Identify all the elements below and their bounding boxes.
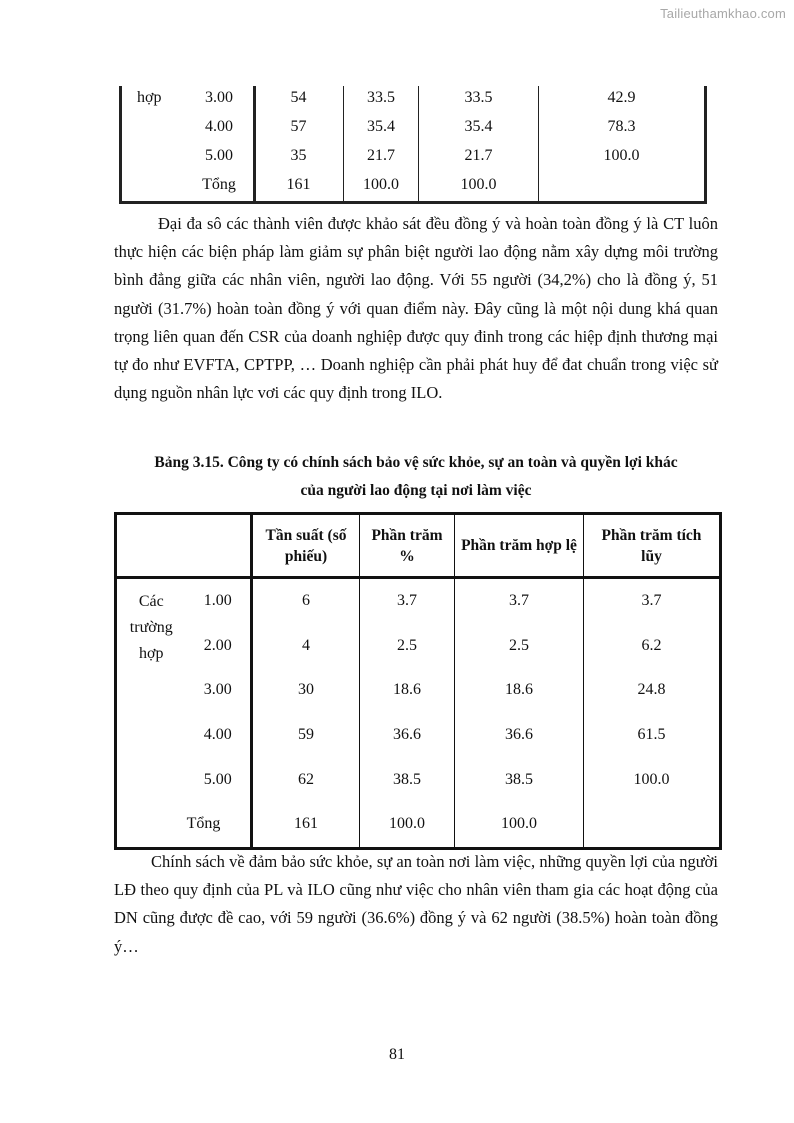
paragraph-2: Chính sách về đảm bảo sức khỏe, sự an toàn nơi làm việc, những quyền lợi của người LĐ theo quy định của PL và ILO cũng như việc cho nhân viên tham gia các hoạt động của DN cũng được đề cao, với 59 người (36.6%) đồng ý và 62 người (38.5%) hoàn toàn đồng ý… [114,852,718,956]
header-valid-percent: Phần trăm hợp lệ [455,514,584,578]
table-row: 2.00 4 2.5 2.5 6.2 [116,624,721,669]
header-percent: Phần trăm % [360,514,455,578]
header-empty [116,514,252,578]
table-row: 3.00 30 18.6 18.6 24.8 [116,668,721,713]
frequency-table [114,512,722,850]
table-row: 4.00 57 35.4 35.4 78.3 [205,118,636,135]
paragraph-1: Đại đa sô các thành viên được khảo sát đều đồng ý và hoàn toàn đồng ý là CT luôn thực hiện các biện pháp làm giảm sự phân biệt người lao động nằm xây dựng môi trường bình đẳng giữa các nhân viên, người lao động. Với 55 người (34,2%) cho là đồng ý, 51 người (31.7%) hoàn toàn đồng ý với quan điểm này. Đây cũng là một nội dung khá quan trọng liên quan đến CSR của doanh nghiệp được quy đinh trong các hiệp định thương mại tự đo như EVFTA, CPTPP, … Doanh nghiệp cần phải phát huy để đat chuẩn trong việc sử dụng nguồn nhân lực vơi các quy định trong ILO. [114,214,718,403]
group-label: Các trường hợp [116,578,186,802]
top-table-continuation [119,86,707,204]
table-caption [114,449,718,505]
table-row-total: Tổng 161 100.0 100.0 [202,176,497,193]
table-row-total: Tổng 161 100.0 100.0 [116,802,721,848]
header-cumulative-percent: Phần trăm tích lũy [584,514,721,578]
caption-line-1: Bảng 3.15. Công ty có chính sách bảo vệ sức khỏe, sự an toàn và quyền lợi khác [154,454,678,471]
row-label: hợp [137,89,162,106]
table-row: Các trường hợp 1.00 6 3.7 3.7 3.7 [116,578,721,624]
watermark: Tailieuthamkhao.com [660,6,786,21]
page-number: 81 [389,1046,405,1063]
table-row: 5.00 35 21.7 21.7 100.0 [205,147,640,164]
table-row: 3.00 54 33.5 33.5 42.9 [205,89,636,106]
header-frequency: Tần suất (số phiếu) [252,514,360,578]
table-row: 4.00 59 36.6 36.6 61.5 [116,713,721,758]
table-row: 5.00 62 38.5 38.5 100.0 [116,757,721,802]
table-header-row [116,514,721,578]
caption-line-2: của người lao động tại nơi làm việc [300,482,532,499]
